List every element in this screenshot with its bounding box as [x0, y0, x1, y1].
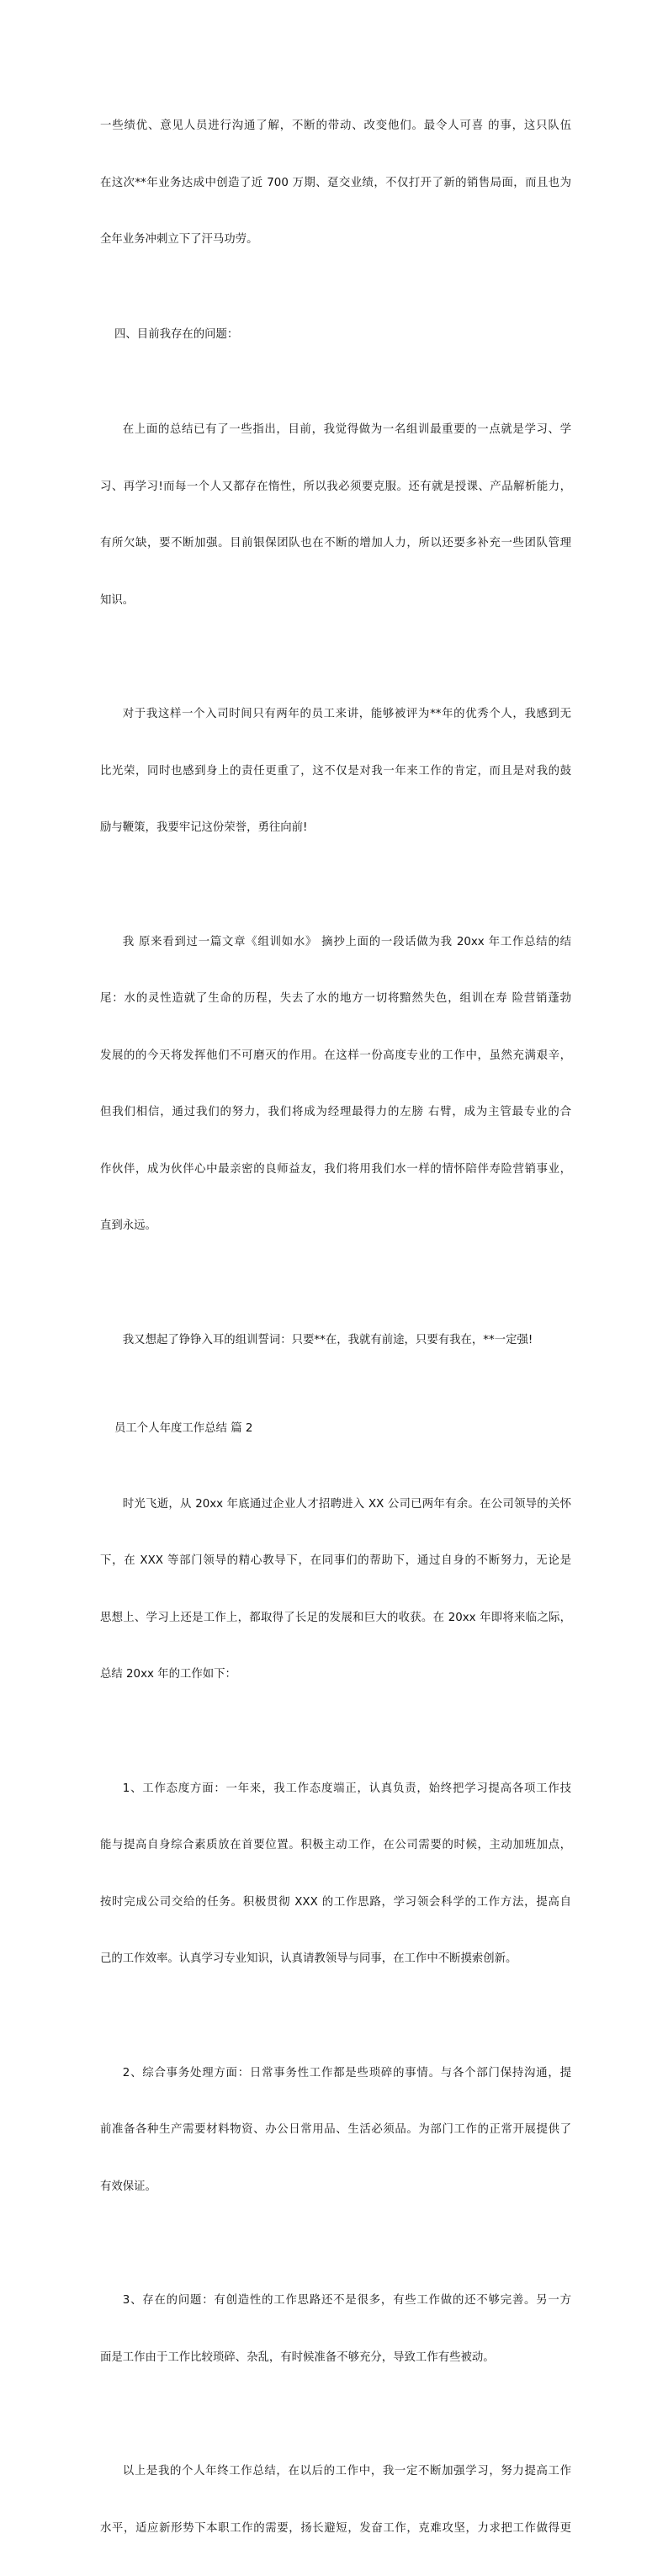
text-line: 发展的的今天将发挥他们不可磨灭的作用。在这样一份高度专业的工作中，虽然充满艰辛， — [100, 1049, 571, 1062]
text-line: 己的工作效率。认真学习专业知识，认真请教领导与同事，在工作中不断摸索创新。 — [100, 1952, 517, 1965]
text-line: 我 原来看到过一篇文章《组训如水》 摘抄上面的一段话做为我 20xx 年工作总结的结 — [122, 935, 571, 948]
paragraph-existing-problems — [100, 2254, 571, 2405]
paragraph-general-affairs — [100, 2026, 571, 2235]
text-line: 励与鞭策，我要牢记这份荣誉，勇往向前! — [100, 821, 308, 834]
paragraph-like-water — [100, 895, 571, 1274]
paragraph-conclusion — [100, 2425, 571, 2576]
text-line: 比光荣，同时也感到身上的责任更重了，这不仅是对我一年来工作的肯定，而且是对我的鼓 — [100, 764, 571, 778]
text-line: 前准备各种生产需要材料物资、办公日常用品、生活必须品。为部门工作的正常开展提供了 — [100, 2123, 571, 2136]
text-line: 2、综合事务处理方面：日常事务性工作都是些琐碎的事情。与各个部门保持沟通，提 — [122, 2066, 571, 2079]
paragraph-honor — [100, 667, 571, 876]
text-line: 3、存在的问题：有创造性的工作思路还不是很多，有些工作做的还不够完善。另一方 — [122, 2294, 571, 2307]
text-line: 在上面的总结已有了一些指出，目前，我觉得做为一名组训最重要的一点就是学习、学 — [122, 423, 571, 436]
article-title-2 — [100, 1400, 571, 1458]
heading-text: 四、目前我存在的问题： — [114, 328, 239, 341]
paragraph-work-attitude — [100, 1742, 571, 2007]
text-line: 有所欠缺，要不断加强。目前银保团队也在不断的增加人力，所以还要多补充一些团队管理 — [100, 537, 571, 550]
paragraph-intro-2 — [100, 1458, 571, 1723]
article-title-text: 员工个人年度工作总结 篇 2 — [114, 1421, 253, 1435]
text-line: 知识。 — [100, 593, 135, 607]
text-line: 一些绩优、意见人员进行沟通了解，不断的带动、改变他们。最令人可喜 的事，这只队伍 — [100, 120, 571, 132]
text-line: 尾：水的灵性造就了生命的历程，失去了水的地方一切将黯然失色，组训在寿 险营销蓬勃 — [100, 992, 571, 1005]
text-line: 直到永远。 — [100, 1219, 156, 1232]
text-line: 总结 20xx 年的工作如下： — [100, 1668, 236, 1681]
text-line: 以上是我的个人年终工作总结，在以后的工作中，我一定不断加强学习，努力提高工作 — [122, 2465, 571, 2478]
text-line: 下，在 XXX 等部门领导的精心教导下，在同事们的帮助下，通过自身的不断努力，无论是 — [100, 1554, 571, 1567]
text-line: 时光飞逝，从 20xx 年底通过企业人才招聘进入 XX 公司已两年有余。在公司领导的关怀 — [122, 1497, 571, 1511]
text-line: 水平，适应新形势下本职工作的需要，扬长避短，发奋工作，克难攻坚，力求把工作做得更 — [100, 2521, 571, 2535]
text-line: 作伙伴，成为伙伴心中最亲密的良师益友，我们将用我们水一样的情怀陪伴寿险营销事业， — [100, 1162, 571, 1176]
text-line: 对于我这样一个入司时间只有两年的员工来讲，能够被评为**年的优秀个人，我感到无 — [122, 708, 571, 720]
text-line: 能与提高自身综合素质放在首要位置。积极主动工作，在公司需要的时候，主动加班加点， — [100, 1839, 571, 1851]
paragraph-oath — [100, 1293, 571, 1389]
text-line: 在这次**年业务达成中创造了近 700 万期、趸交业绩，不仅打开了新的销售局面，而且也为 — [100, 176, 571, 189]
text-line: 但我们相信，通过我们的努力，我们将成为经理最得力的左膀 右臂，成为主管最专业的合 — [100, 1106, 571, 1118]
document-page — [100, 79, 571, 2576]
text-line: 有效保证。 — [100, 2180, 156, 2193]
text-line: 思想上、学习上还是工作上，都取得了长足的发展和巨大的收获。在 20xx 年即将来临之际， — [100, 1611, 571, 1624]
section-heading-problems — [100, 307, 571, 364]
text-line: 全年业务冲刺立下了汗马功劳。 — [100, 233, 258, 246]
text-line: 1、工作态度方面：一年来，我工作态度端正，认真负责，始终把学习提高各项工作技 — [122, 1782, 571, 1795]
text-line: 习、再学习!而每一个人又都存在惰性，所以我必须要克服。还有就是授课、产品解析能力， — [100, 480, 571, 493]
paragraph-team-results — [100, 79, 571, 288]
text-line: 按时完成公司交给的任务。积极贯彻 XXX 的工作思路，学习领会科学的工作方法，提高自 — [100, 1895, 571, 1909]
text-line: 我又想起了铮铮入耳的组训誓词：只要**在，我就有前途，只要有我在，**一定强! — [122, 1333, 533, 1346]
text-line: 面是工作由于工作比较琐碎、杂乱，有时候准备不够充分，导致工作有些被动。 — [100, 2350, 495, 2364]
paragraph-problems — [100, 383, 571, 648]
